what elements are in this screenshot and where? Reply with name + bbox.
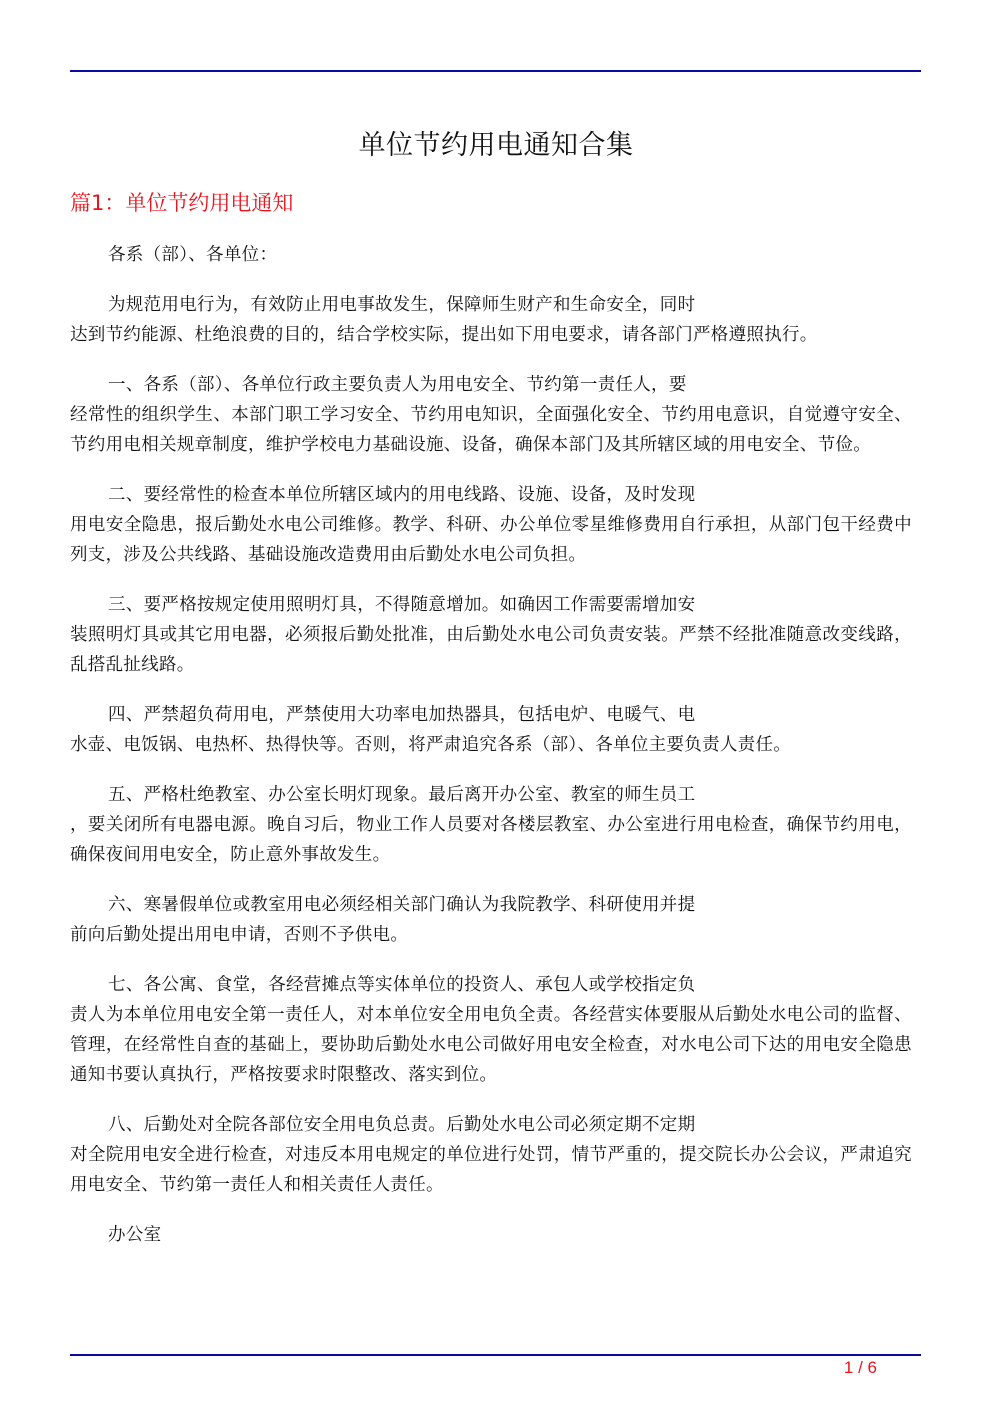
paragraph-first-line: 一、各系（部）、各单位行政主要负责人为用电安全、节约第一责任人，要 xyxy=(108,375,687,395)
paragraph-item-3 xyxy=(70,590,912,680)
document-body xyxy=(70,240,912,1250)
paragraph-first-line: 为规范用电行为，有效防止用电事故发生，保障师生财产和生命安全，同时 xyxy=(108,295,696,315)
paragraph-first-line: 六、寒暑假单位或教室用电必须经相关部门确认为我院教学、科研使用并提 xyxy=(108,895,696,915)
paragraph-item-7 xyxy=(70,970,912,1090)
paragraph-item-2 xyxy=(70,480,912,570)
paragraph-continuation: 责人为本单位用电安全第一责任人，对本单位安全用电负全责。各经营实体要服从后勤处水电公司的监督、管理，在经常性自查的基础上，要协助后勤处水电公司做好用电安全检查，对水电公司下达的用电安全隐患通知书要认真执行，严格按要求时限整改、落实到位。 xyxy=(70,1005,912,1085)
paragraph-continuation: ，要关闭所有电器电源。晚自习后，物业工作人员要对各楼层教室、办公室进行用电检查，确保节约用电，确保夜间用电安全，防止意外事故发生。 xyxy=(70,815,912,865)
paragraph-continuation: 经常性的组织学生、本部门职工学习安全、节约用电知识，全面强化安全、节约用电意识，自觉遵守安全、节约用电相关规章制度，维护学校电力基础设施、设备，确保本部门及其所辖区域的用电安全、节俭。 xyxy=(70,405,912,455)
paragraph-continuation: 对全院用电安全进行检查，对违反本用电规定的单位进行处罚，情节严重的，提交院长办公会议，严肃追究用电安全、节约第一责任人和相关责任人责任。 xyxy=(70,1145,912,1195)
paragraph-continuation: 达到节约能源、杜绝浪费的目的，结合学校实际，提出如下用电要求，请各部门严格遵照执行。 xyxy=(70,325,818,345)
page-number: 1 / 6 xyxy=(843,1358,877,1377)
paragraph-first-line: 四、严禁超负荷用电，严禁使用大功率电加热器具，包括电炉、电暖气、电 xyxy=(108,705,696,725)
section-heading: 篇1：单位节约用电通知 xyxy=(70,191,294,215)
paragraph-continuation: 用电安全隐患，报后勤处水电公司维修。教学、科研、办公单位零星维修费用自行承担，从部门包干经费中列支，涉及公共线路、基础设施改造费用由后勤处水电公司负担。 xyxy=(70,515,912,565)
paragraph-item-1 xyxy=(70,370,912,460)
paragraph-first-line: 二、要经常性的检查本单位所辖区域内的用电线路、设施、设备，及时发现 xyxy=(108,485,696,505)
paragraph-continuation: 装照明灯具或其它用电器，必须报后勤处批准，由后勤处水电公司负责安装。严禁不经批准随意改变线路，乱搭乱扯线路。 xyxy=(70,625,912,675)
paragraph-item-8 xyxy=(70,1110,912,1200)
paragraph-first-line: 七、各公寓、食堂，各经营摊点等实体单位的投资人、承包人或学校指定负 xyxy=(108,975,696,995)
paragraph-intro xyxy=(70,290,912,350)
signature: 办公室 xyxy=(108,1225,162,1245)
paragraph-continuation: 前向后勤处提出用电申请，否则不予供电。 xyxy=(70,925,409,945)
paragraph-item-5 xyxy=(70,780,912,870)
paragraph-continuation: 水壶、电饭锅、电热杯、热得快等。否则，将严肃追究各系（部）、各单位主要负责人责任。 xyxy=(70,735,792,755)
paragraph-first-line: 三、要严格按规定使用照明灯具，不得随意增加。如确因工作需要需增加安 xyxy=(108,595,696,615)
footer-rule xyxy=(70,1354,921,1356)
paragraph-item-6 xyxy=(70,890,912,950)
document-title: 单位节约用电通知合集 xyxy=(358,130,634,161)
paragraph-first-line: 五、严格杜绝教室、办公室长明灯现象。最后离开办公室、教室的师生员工 xyxy=(108,785,696,805)
paragraph-item-4 xyxy=(70,700,912,760)
paragraph-first-line: 八、后勤处对全院各部位安全用电负总责。后勤处水电公司必须定期不定期 xyxy=(108,1115,696,1135)
header-rule xyxy=(70,70,921,72)
salutation: 各系（部）、各单位： xyxy=(108,245,278,265)
